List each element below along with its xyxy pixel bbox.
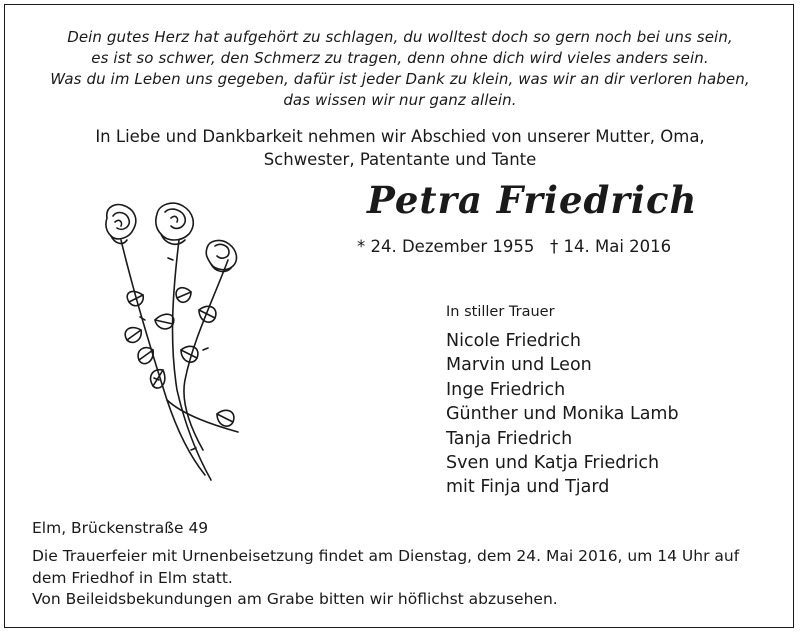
service-info [32,546,792,611]
poem-line: das wissen wir nur ganz allein. [283,91,517,109]
service-line: dem Friedhof in Elm statt. [32,568,233,587]
birth-date: * 24. Dezember 1955 [357,237,535,256]
mourner-name: mit Finja und Tjard [446,477,610,498]
roses-illustration-icon [93,200,253,485]
farewell-intro [5,125,795,171]
mourner-name: Günther und Monika Lamb [446,404,679,425]
mourner-name: Sven und Katja Friedrich [446,453,660,474]
service-line: Von Beileidsbekundungen am Grabe bitten wir höflichst abzusehen. [32,590,558,608]
service-line: Die Trauerfeier mit Urnenbeisetzung findet am Dienstag, dem 24. Mai 2016, um 14 Uhr auf [32,547,740,565]
mourner-name: Marvin und Leon [446,355,592,376]
mourning-title: In stiller Trauer [446,304,555,320]
poem-line: Was du im Leben uns gegeben, dafür ist jeder Dank zu klein, was wir an dir verloren haben, [50,70,750,88]
deceased-name: Petra Friedrich [367,178,698,222]
mourner-name: Nicole Friedrich [446,331,581,351]
mourner-name: Inge Friedrich [446,379,566,400]
mourner-name: Tanja Friedrich [446,428,573,449]
mourner-list [446,329,679,500]
obituary-notice [4,4,794,628]
poem [5,27,795,111]
intro-line: In Liebe und Dankbarkeit nehmen wir Abschied von unserer Mutter, Oma, [95,127,705,146]
poem-line: Dein gutes Herz hat aufgehört zu schlagen, du wolltest doch so gern noch bei uns sein, [67,28,733,46]
intro-line: Schwester, Patentante und Tante [263,150,537,169]
death-date: † 14. Mai 2016 [550,237,672,256]
poem-line: es ist so schwer, den Schmerz zu tragen, denn ohne dich wird vieles anders sein. [91,49,709,67]
address: Elm, Brückenstraße 49 [32,519,209,537]
